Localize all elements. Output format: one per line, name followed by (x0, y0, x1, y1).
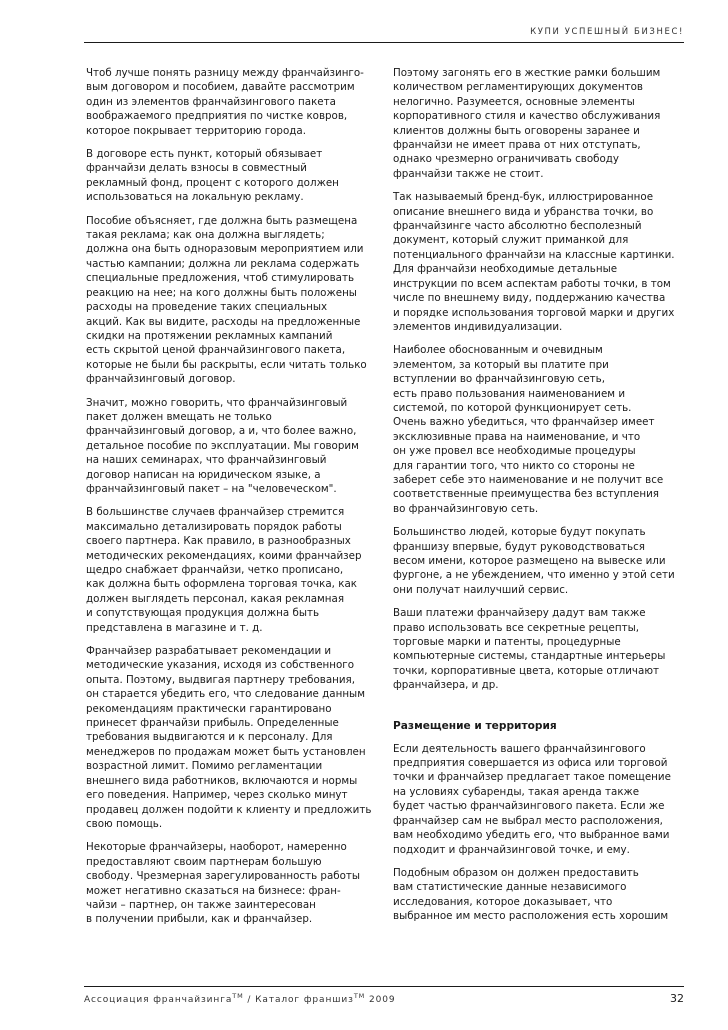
footer-association: Ассоциация франчайзинга (84, 995, 233, 1005)
paragraph: Так называемый бренд-бук, иллюстрированное описание внешнего вида и убранства точки, во франчайзинге часто абсолютно бесполезный документ, который служит приманкой для потенциального франчайзи на классные картинки. Для франчайзи необходимые детальные инструкции по всем аспектам работы точки, в том числе по внешнему виду, поддержанию качества и порядке использования торговой марки и других элементов индивидуализации. (393, 191, 675, 333)
footer-catalog: / Каталог франшиз (243, 995, 354, 1005)
footer-divider (84, 986, 684, 987)
right-column (393, 66, 685, 933)
paragraph: Если деятельность вашего франчайзингового предприятия совершается из офиса или торговой точки и франчайзер предлагает такое помещение на условиях субаренды, такая аренда также будет частью франчайзингового пакета. Если же франчайзер сам не выбрал место расположения, вам необходимо убедить его, что выбранное вами подходит и франчайзинговой точке, и ему. (393, 742, 671, 856)
trademark-mark: TM (232, 992, 244, 1000)
trademark-mark: TM (353, 992, 366, 1000)
paragraph: В большинстве случаев франчайзер стремится максимально детализировать порядок работы своего партнера. Как правило, в разнообразных методических рекомендациях, коими франчайзер щедро снабжает франчайзи, четко прописано, как должна быть оформлена торговая точка, как должен выглядеть персонал, какая рекламная и сопутствующая продукция должна быть представлена в магазине и т. д. (86, 506, 362, 634)
footer-credit (84, 992, 395, 1005)
paragraph: В договоре есть пункт, который обязывает франчайзи делать взносы в совместный рекламный фонд, процент с которого должен использоваться на локальную рекламу. (86, 148, 339, 204)
paragraph: Некоторые франчайзеры, наоборот, намеренно предоставляют своим партнерам большую свободу. Чрезмерная зарегулированность работы может негативно сказаться на бизнесе: фран- чайзи – партнер, он также заинтересован в получении прибыли, как и франчайзер. (86, 841, 361, 926)
paragraph: Большинство людей, которые будут покупать франшизу впервые, будут руководствоваться весом имени, которое размещено на вывеске или фургоне, а не убеждением, что именно у этой сети они получат наилучший сервис. (393, 526, 675, 596)
section-heading: Размещение и территория (393, 719, 557, 732)
paragraph: Подобным образом он должен предоставить вам статистические данные независимого исследования, которое доказывает, что выбранное им место расположения есть хорошим (393, 866, 669, 923)
paragraph: Значит, можно говорить, что франчайзинговый пакет должен вмещать не только франчайзинговый договор, а и, что более важно, детальное пособие по эксплуатации. Мы говорим на наших семинарах, что франчайзинговый договор написан на юридическом языке, а франчайзинговый пакет – на "человеческом". (86, 396, 359, 495)
running-header: КУПИ УСПЕШНЫЙ БИЗНЕС! (530, 27, 684, 37)
paragraph: Франчайзер разрабатывает рекомендации и методические указания, исходя из собственного опыта. Поэтому, выдвигая партнеру требования, он старается убедить его, что следование данным рекомендациям практически гарантировано принесет франчайзи прибыль. Определенные требования выдвигаются и к персоналу. Для менеджеров по продажам может быть установлен возрастной лимит. Помимо регламентации внешнего вида работников, включаются и нормы его поведения. Например, через сколько минут продавец должен подойти к клиенту и предложить свою помощь. (86, 645, 372, 830)
paragraph: Ваши платежи франчайзеру дадут вам также право использовать все секретные рецепты, торговые марки и патенты, процедурные компьютерные системы, стандартные интерьеры точки, корпоративные цвета, которые отличают франчайзера, и др. (393, 607, 666, 692)
paragraph: Поэтому загонять его в жесткие рамки большим количеством регламентирующих документов нелогично. Разумеется, основные элементы корпоративного стиля и качество обслуживания клиентов должны быть оговорены заранее и франчайзи не имеет права от них отступать, однако чрезмерно ограничивать свободу франчайзи также не стоит. (393, 67, 661, 180)
header-divider (84, 42, 684, 43)
page-number: 32 (670, 992, 684, 1005)
left-column (86, 66, 380, 936)
paragraph: Чтоб лучше понять разницу между франчайзинго- вым договором и пособием, давайте рассмотрим один из элементов франчайзингового пакета воображаемого предприятия по чистке ковров, которое покрывает территорию города. (86, 67, 364, 137)
paragraph: Пособие объясняет, где должна быть размещена такая реклама; как она должна выглядеть; должна она быть одноразовым мероприятием или частью кампании; должна ли реклама содержать специальные предложения, чтоб стимулировать реакцию на нее; на кого должны быть положены расходы на проведение таких специальных акций. Как вы видите, расходы на предложенные скидки на протяжении рекламных кампаний есть скрытой ценой франчайзингового пакета, которые не были бы раскрыты, если читать только франчайзинговый договор. (86, 214, 367, 386)
paragraph: Наиболее обоснованным и очевидным элементом, за который вы платите при вступлении во франчайзинговую сеть, есть право пользования наименованием и системой, по которой функционирует сеть. Очень важно убедиться, что франчайзер имеет эксклюзивные права на наименование, и что он уже провел все необходимые процедуры для гарантии того, что никто со стороны не заберет себе это наименование и не получит все соответственные преимущества без вступления во франчайзинговую сеть. (393, 344, 664, 515)
footer-year: 2009 (365, 995, 396, 1005)
